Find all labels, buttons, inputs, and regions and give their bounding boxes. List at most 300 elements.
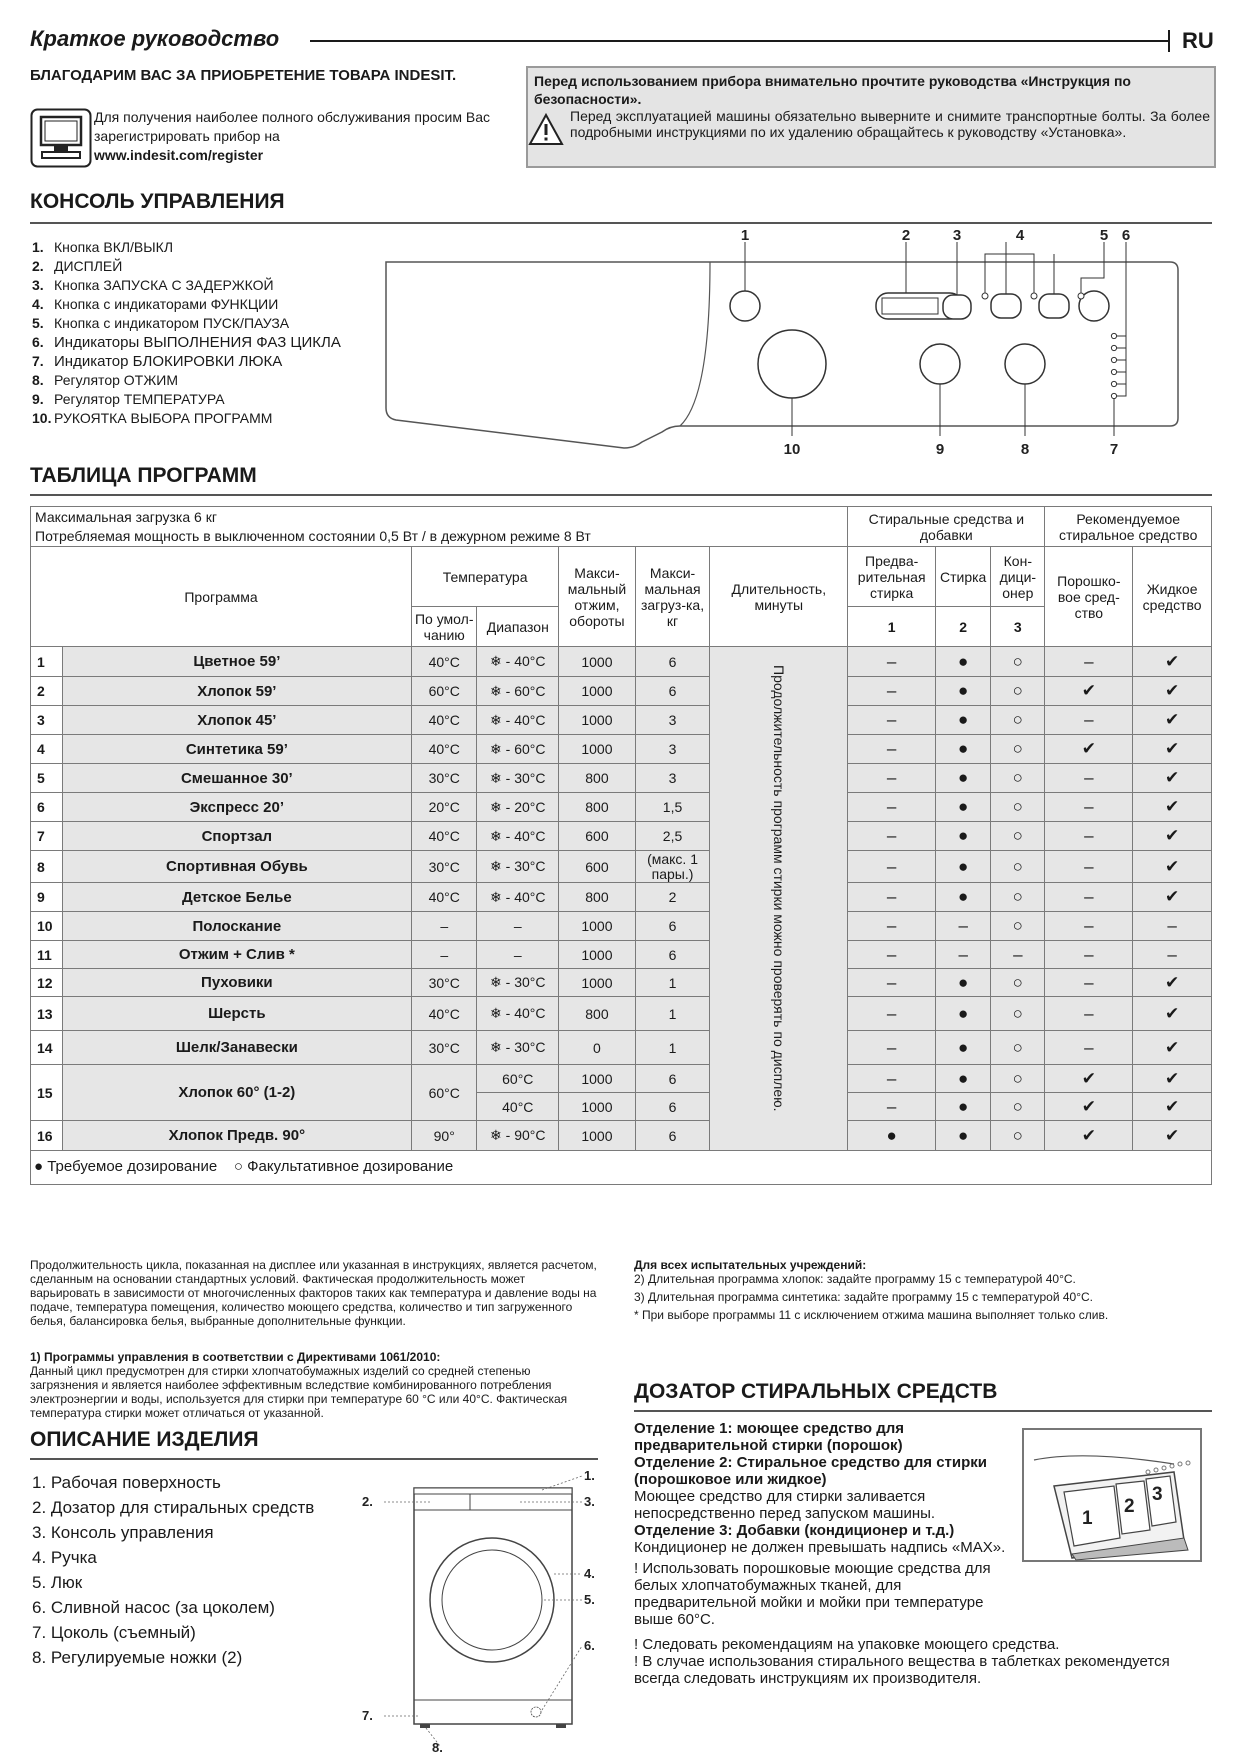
dosage-cell: – [848, 1031, 936, 1065]
program-name: Цветное 59’ [62, 647, 411, 677]
diagram-label-2: 2 [901, 227, 911, 244]
dosage-cell: ○ [991, 706, 1045, 735]
dosage-cell: – [848, 1065, 936, 1093]
dosage-cell: ✔ [1045, 1065, 1133, 1093]
dosage-cell: ✔ [1045, 677, 1133, 706]
dosage-cell: ● [936, 1031, 991, 1065]
dosage-cell: – [848, 912, 936, 941]
temp-range-cell: ❄ - 30°C [477, 764, 559, 793]
lab-note-star: * При выборе программы 11 с исключением отжима машина выполняет только слив. [634, 1308, 1109, 1322]
range-header: Диапазон [477, 607, 559, 647]
dosage-cell: ● [936, 764, 991, 793]
program-name: Спортивная Обувь [62, 851, 411, 883]
list-item [32, 390, 412, 409]
program-name: Хлопок 60° (1-2) [62, 1065, 411, 1121]
max-spin-cell: 600 [559, 851, 636, 883]
max-spin-cell: 1000 [559, 677, 636, 706]
table-row [31, 969, 1212, 997]
item-label: Индикатор БЛОКИРОВКИ ЛЮКА [54, 353, 283, 370]
dispenser-text [634, 1420, 1014, 1628]
temp-range-cell: ❄ - 40°C [477, 822, 559, 851]
dosage-cell: ✔ [1133, 706, 1212, 735]
register-text [94, 108, 514, 165]
dosage-cell: ● [936, 1121, 991, 1151]
max-spin-cell: 1000 [559, 941, 636, 969]
dosage-cell: – [1045, 793, 1133, 822]
list-item [32, 295, 412, 314]
item-number: 3. [32, 277, 44, 293]
compartment-2-header: 2 [936, 607, 991, 647]
temp-range-cell: ❄ - 40°C [477, 997, 559, 1031]
default-temp-cell: 90° [412, 1121, 477, 1151]
dosage-cell: ● [936, 969, 991, 997]
lab-note-2: 2) Длительная программа хлопок: задайте программу 15 с температурой 40°C. [634, 1272, 1076, 1286]
dosage-cell: ● [936, 1093, 991, 1121]
item-number: 2. [32, 258, 44, 274]
safety-warning-title: Перед использованием прибора внимательно прочтите руководства «Инструкция по безопасности». [534, 73, 1131, 107]
dosage-cell: ○ [991, 851, 1045, 883]
dosage-cell: ✔ [1133, 883, 1212, 912]
program-number: 2 [31, 677, 63, 706]
dosage-cell: ✔ [1133, 647, 1212, 677]
labs-title: Для всех испытательных учреждений: [634, 1258, 867, 1272]
dosage-cell: – [1045, 997, 1133, 1031]
program-header: Программа [31, 547, 412, 647]
default-temp-cell: 40°C [412, 647, 477, 677]
table-row [31, 822, 1212, 851]
title-rule-tick [1168, 30, 1170, 52]
temp-range-cell: ❄ - 90°C [477, 1121, 559, 1151]
program-name: Смешанное 30’ [62, 764, 411, 793]
program-number: 11 [31, 941, 63, 969]
default-temp-cell: – [412, 912, 477, 941]
program-number: 3 [31, 706, 63, 735]
max-spin-cell: 800 [559, 997, 636, 1031]
diagram-label-7: 7 [1109, 441, 1119, 458]
program-number: 10 [31, 912, 63, 941]
dosage-cell: ✔ [1133, 1065, 1212, 1093]
temp-range-cell: ❄ - 60°C [477, 677, 559, 706]
dosage-cell: – [848, 883, 936, 912]
table-row [31, 647, 1212, 677]
conditioner-header: Кон-дици-онер [991, 547, 1045, 607]
item-label: Кнопка ВКЛ/ВЫКЛ [54, 239, 174, 255]
dosage-cell: ○ [991, 735, 1045, 764]
temp-range-cell: ❄ - 60°C [477, 735, 559, 764]
recommended-header: Рекомендуемое стиральное средство [1045, 507, 1212, 547]
compartment-3-title: Отделение 3: Добавки (кондиционер и т.д.) [634, 1522, 955, 1539]
program-name: Хлопок Предв. 90° [62, 1121, 411, 1151]
dosage-cell: ● [936, 677, 991, 706]
max-spin-cell: 800 [559, 793, 636, 822]
program-name: Хлопок 45’ [62, 706, 411, 735]
dosage-cell: ✔ [1133, 1121, 1212, 1151]
dosage-cell: ○ [991, 1093, 1045, 1121]
fig-label-6: 6. [584, 1638, 595, 1653]
list-item: 7. Цоколь (съемный) [32, 1623, 196, 1642]
dosage-cell: ○ [991, 1065, 1045, 1093]
diagram-label-5: 5 [1099, 227, 1109, 244]
console-legend [32, 238, 412, 428]
dosage-cell: ○ [991, 912, 1045, 941]
dosage-cell: ○ [991, 764, 1045, 793]
max-spin-cell: 1000 [559, 1093, 636, 1121]
dosage-cell: ✔ [1133, 1093, 1212, 1121]
fig-label-2: 2. [362, 1494, 373, 1509]
list-item [32, 333, 412, 352]
table-info-cell [31, 507, 848, 547]
table-row [31, 883, 1212, 912]
compartment-1-header: 1 [848, 607, 936, 647]
temp-range-cell: ❄ - 40°C [477, 883, 559, 912]
item-label: ДИСПЛЕЙ [54, 258, 123, 274]
description-heading: ОПИСАНИЕ ИЗДЕЛИЯ [30, 1428, 259, 1451]
dispenser-illustration [1022, 1428, 1202, 1562]
dosage-cell: – [848, 822, 936, 851]
register-link[interactable]: www.indesit.com/register [94, 147, 264, 163]
max-load-cell: 1,5 [635, 793, 710, 822]
max-load-cell: 1 [635, 997, 710, 1031]
item-number: 1. [32, 239, 44, 255]
console-heading: КОНСОЛЬ УПРАВЛЕНИЯ [30, 190, 285, 213]
program-number: 7 [31, 822, 63, 851]
default-temp-header: По умол-чанию [412, 607, 477, 647]
legend-required: Требуемое дозирование [47, 1157, 218, 1175]
list-item: 2. Дозатор для стиральных средств [32, 1498, 315, 1517]
fig-label-5: 5. [584, 1592, 595, 1607]
item-number: 4. [32, 296, 44, 312]
fig-label-8: 8. [432, 1740, 443, 1754]
required-dose-icon: ● [34, 1157, 44, 1175]
item-label: Регулятор ТЕМПЕРАТУРА [54, 391, 225, 407]
powder-header: Порошко-вое сред-ство [1045, 547, 1133, 647]
program-name: Полоскание [62, 912, 411, 941]
temp-range-cell: ❄ - 30°C [477, 1031, 559, 1065]
dosage-cell: ✔ [1133, 677, 1212, 706]
max-load-cell: 6 [635, 912, 710, 941]
temp-range-cell: – [477, 912, 559, 941]
dosage-cell: – [848, 647, 936, 677]
temp-range-cell: ❄ - 30°C [477, 969, 559, 997]
diagram-label-6: 6 [1121, 227, 1131, 244]
table-row [31, 507, 1212, 547]
program-number: 4 [31, 735, 63, 764]
dosage-cell: ✔ [1045, 1121, 1133, 1151]
compartment-3-text: Кондиционер не должен превышать надпись «MAX». [634, 1539, 1006, 1556]
program-name: Шелк/Занавески [62, 1031, 411, 1065]
dosage-cell: ● [936, 883, 991, 912]
dosage-cell: ✔ [1133, 735, 1212, 764]
default-temp-cell: 20°C [412, 793, 477, 822]
max-load-note: Максимальная загрузка 6 кг [35, 508, 217, 525]
item-number: 8. [32, 372, 44, 388]
dosage-cell: ✔ [1133, 851, 1212, 883]
warning-icon [528, 112, 564, 148]
console-diagram [380, 228, 1212, 468]
program-number: 15 [31, 1065, 63, 1121]
temperature-header: Температура [412, 547, 559, 607]
max-load-cell: 3 [635, 706, 710, 735]
duration-note: Продолжительность программ стирки можно проверять по дисплею. [770, 665, 787, 1112]
dispenser-label-2: 2 [1124, 1496, 1135, 1517]
dosage-cell: – [848, 851, 936, 883]
dosage-cell: – [848, 969, 936, 997]
max-load-header: Макси-мальная загруз-ка, кг [635, 547, 710, 647]
max-spin-cell: 1000 [559, 706, 636, 735]
list-item [32, 371, 412, 390]
default-temp-cell: 30°C [412, 764, 477, 793]
max-spin-cell: 800 [559, 883, 636, 912]
item-number: 7. [32, 353, 44, 369]
list-item: 8. Регулируемые ножки (2) [32, 1648, 243, 1667]
table-row [31, 997, 1212, 1031]
program-name: Синтетика 59’ [62, 735, 411, 764]
max-load-cell: 6 [635, 677, 710, 706]
table-row [31, 851, 1212, 883]
program-name: Детское Белье [62, 883, 411, 912]
max-load-cell: 3 [635, 764, 710, 793]
program-table [30, 506, 1212, 1185]
program-name: Отжим + Слив * [62, 941, 411, 969]
dosage-cell: – [1133, 912, 1212, 941]
max-load-cell: 6 [635, 647, 710, 677]
dosage-cell: – [1045, 912, 1133, 941]
list-item: 6. Сливной насос (за цоколем) [32, 1598, 275, 1617]
max-load-cell: 3 [635, 735, 710, 764]
compartment-2-title: Отделение 2: Стиральное средство для стирки (порошковое или жидкое) [634, 1454, 988, 1488]
directive-title: 1) Программы управления в соответствии с Директивами 1061/2010: [30, 1350, 441, 1364]
temp-range-cell: – [477, 941, 559, 969]
default-temp-cell: 30°C [412, 851, 477, 883]
directive-note [30, 1350, 598, 1420]
max-spin-cell: 1000 [559, 1121, 636, 1151]
dosage-cell: – [848, 735, 936, 764]
description-list [32, 1470, 314, 1670]
dosage-cell: ○ [991, 677, 1045, 706]
dosage-cell: ○ [991, 1121, 1045, 1151]
max-load-cell: 6 [635, 1065, 710, 1093]
dosage-cell: ● [936, 735, 991, 764]
dosage-cell: ● [936, 1065, 991, 1093]
program-number: 8 [31, 851, 63, 883]
dosage-cell: ○ [991, 883, 1045, 912]
diagram-label-10: 10 [783, 441, 801, 458]
dosage-cell: ✔ [1133, 793, 1212, 822]
temp-range-cell: ❄ - 30°C [477, 851, 559, 883]
list-item [32, 314, 412, 333]
program-number: 14 [31, 1031, 63, 1065]
item-number: 9. [32, 391, 44, 407]
diagram-label-9: 9 [935, 441, 945, 458]
max-load-cell: 2,5 [635, 822, 710, 851]
program-number: 13 [31, 997, 63, 1031]
cycle-note: Продолжительность цикла, показанная на дисплее или указанная в инструкциях, является расчетом, сделанным на основании стандартных условий. Фактическая продолжительность может варьировать в зависимости от многочисленных факторов таких как температура и давление воды на подаче, температура помещения, количество моющего средства, количество и тип загруженного белья, балансировка белья, выбранные дополнительные функции. [30, 1258, 597, 1328]
default-temp-cell: 40°C [412, 997, 477, 1031]
fig-label-4: 4. [584, 1566, 595, 1581]
dosage-cell: – [1045, 1031, 1133, 1065]
dispenser-notes [634, 1636, 1212, 1687]
dispenser-rule [634, 1410, 1212, 1412]
item-number: 10. [32, 410, 52, 426]
dispenser-label-1: 1 [1082, 1508, 1093, 1529]
list-item: 5. Люк [32, 1573, 83, 1592]
table-row [31, 1031, 1212, 1065]
compartment-3-header: 3 [991, 607, 1045, 647]
diagram-label-3: 3 [952, 227, 962, 244]
max-load-cell: (макс. 1 пары.) [635, 851, 710, 883]
dosage-cell: ● [936, 706, 991, 735]
description-rule [30, 1458, 598, 1460]
dosage-cell: ● [848, 1121, 936, 1151]
dosage-cell: ○ [991, 969, 1045, 997]
table-row [31, 735, 1212, 764]
max-load-cell: 6 [635, 941, 710, 969]
dosage-cell: – [848, 677, 936, 706]
dosage-cell: ✔ [1133, 764, 1212, 793]
dispenser-heading: ДОЗАТОР СТИРАЛЬНЫХ СРЕДСТВ [634, 1380, 998, 1403]
dosage-cell: ✔ [1133, 969, 1212, 997]
dosage-cell: ○ [991, 997, 1045, 1031]
temp-range-cell: 60°C [477, 1065, 559, 1093]
dosage-cell: ● [936, 793, 991, 822]
wash-header: Стирка [936, 547, 991, 607]
item-label: Регулятор ОТЖИМ [54, 372, 179, 388]
dosage-cell: ✔ [1133, 1031, 1212, 1065]
max-spin-cell: 800 [559, 764, 636, 793]
program-number: 16 [31, 1121, 63, 1151]
temp-range-cell: ❄ - 20°C [477, 793, 559, 822]
max-spin-cell: 1000 [559, 735, 636, 764]
list-item [32, 352, 412, 371]
dispenser-note-1: ! Использовать порошковые моющие средства для белых хлопчатобумажных тканей, для предварительной мойки и мойки при температуре выше 60°C. [634, 1560, 991, 1628]
thanks-heading: БЛАГОДАРИМ ВАС ЗА ПРИОБРЕТЕНИЕ ТОВАРА INDESIT. [30, 67, 457, 84]
list-item [32, 238, 412, 257]
diagram-label-1: 1 [740, 227, 750, 244]
default-temp-cell: 40°C [412, 822, 477, 851]
dispenser-label-3: 3 [1152, 1484, 1163, 1505]
table-row [31, 912, 1212, 941]
item-label: Кнопка с индикаторами ФУНКЦИИ [54, 296, 279, 312]
power-note: Потребляемая мощность в выключенном состоянии 0,5 Вт / в дежурном режиме 8 Вт [35, 527, 591, 544]
dosage-cell: – [848, 764, 936, 793]
temp-range-cell: ❄ - 40°C [477, 706, 559, 735]
optional-dose-icon: ○ [233, 1157, 243, 1175]
dosage-cell: – [848, 793, 936, 822]
item-label: РУКОЯТКА ВЫБОРА ПРОГРАММ [54, 410, 273, 426]
list-item: 1. Рабочая поверхность [32, 1473, 221, 1492]
default-temp-cell: 60°C [412, 677, 477, 706]
dosage-cell: – [1045, 941, 1133, 969]
default-temp-cell: 40°C [412, 706, 477, 735]
default-temp-cell: – [412, 941, 477, 969]
console-rule [30, 222, 1212, 224]
dosage-cell: ✔ [1045, 735, 1133, 764]
dosage-cell: – [1045, 764, 1133, 793]
liquid-header: Жидкое средство [1133, 547, 1212, 647]
diagram-label-8: 8 [1020, 441, 1030, 458]
language-code: RU [1182, 28, 1214, 53]
program-number: 5 [31, 764, 63, 793]
directive-text: Данный цикл предусмотрен для стирки хлопчатобумажных изделий со средней степенью загрязнения и является наиболее эффективным вследствие комбинированного потребления электроэнергии и воды, используется для стирки при температуре 60 °C или 40°C. Фактическая температура стирки может отличаться от указанной. [30, 1364, 568, 1420]
program-number: 9 [31, 883, 63, 912]
list-item [32, 409, 412, 428]
max-spin-cell: 600 [559, 822, 636, 851]
dosage-cell: ● [936, 997, 991, 1031]
dosage-cell: ✔ [1045, 1093, 1133, 1121]
program-number: 12 [31, 969, 63, 997]
table-row [31, 1121, 1212, 1151]
program-name: Спортзал [62, 822, 411, 851]
table-row [31, 677, 1212, 706]
dosage-cell: ○ [991, 647, 1045, 677]
program-number: 6 [31, 793, 63, 822]
table-row [31, 547, 1212, 607]
compartment-2-text: Моющее средство для стирки заливается непосредственно перед запуском машины. [634, 1488, 936, 1522]
table-row [31, 764, 1212, 793]
max-spin-header: Макси-мальный отжим, обороты [559, 547, 636, 647]
dosage-cell: – [936, 941, 991, 969]
labs-note [634, 1258, 1212, 1322]
max-spin-cell: 1000 [559, 912, 636, 941]
table-row [31, 941, 1212, 969]
max-load-cell: 6 [635, 1093, 710, 1121]
fig-label-3: 3. [584, 1494, 595, 1509]
program-name: Пуховики [62, 969, 411, 997]
table-row [31, 706, 1212, 735]
list-item: 4. Ручка [32, 1548, 97, 1567]
item-label: Кнопка с индикатором ПУСК/ПАУЗА [54, 315, 290, 331]
compartment-1-title: Отделение 1: моющее средство для предварительной стирки (порошок) [634, 1420, 905, 1454]
document-title: Краткое руководство [30, 26, 280, 51]
max-load-cell: 1 [635, 1031, 710, 1065]
dosage-cell: ✔ [1133, 822, 1212, 851]
temp-range-cell: ❄ - 40°C [477, 647, 559, 677]
dosage-cell: ○ [991, 793, 1045, 822]
computer-icon [30, 108, 92, 173]
max-spin-cell: 1000 [559, 969, 636, 997]
dosage-cell: – [848, 706, 936, 735]
list-item [32, 276, 412, 295]
dosage-cell: – [1045, 706, 1133, 735]
dosage-cell: – [936, 912, 991, 941]
table-row [31, 793, 1212, 822]
title-rule [310, 40, 1168, 42]
dosage-cell: – [1045, 883, 1133, 912]
lab-note-3: 3) Длительная программа синтетика: задайте программу 15 с температурой 40°C. [634, 1290, 1094, 1304]
table-row [31, 1065, 1212, 1093]
default-temp-cell: 60°C [412, 1065, 477, 1121]
dosage-cell: – [848, 1093, 936, 1121]
temp-range-cell: 40°C [477, 1093, 559, 1121]
list-item: 3. Консоль управления [32, 1523, 214, 1542]
program-name: Экспресс 20’ [62, 793, 411, 822]
max-load-cell: 6 [635, 1121, 710, 1151]
dispenser-note-2: ! Следовать рекомендациям на упаковке моющего средства. [634, 1636, 1060, 1653]
duration-header: Длительность, минуты [710, 547, 848, 647]
default-temp-cell: 30°C [412, 969, 477, 997]
dosage-cell: – [1045, 822, 1133, 851]
dosage-cell: – [848, 997, 936, 1031]
dosage-cell: ✔ [1133, 997, 1212, 1031]
detergents-header: Стиральные средства и добавки [848, 507, 1045, 547]
program-name: Хлопок 59’ [62, 677, 411, 706]
list-item [32, 257, 412, 276]
table-legend [34, 1158, 453, 1175]
programs-heading: ТАБЛИЦА ПРОГРАММ [30, 464, 257, 487]
program-name: Шерсть [62, 997, 411, 1031]
dosage-cell: – [1133, 941, 1212, 969]
default-temp-cell: 40°C [412, 883, 477, 912]
